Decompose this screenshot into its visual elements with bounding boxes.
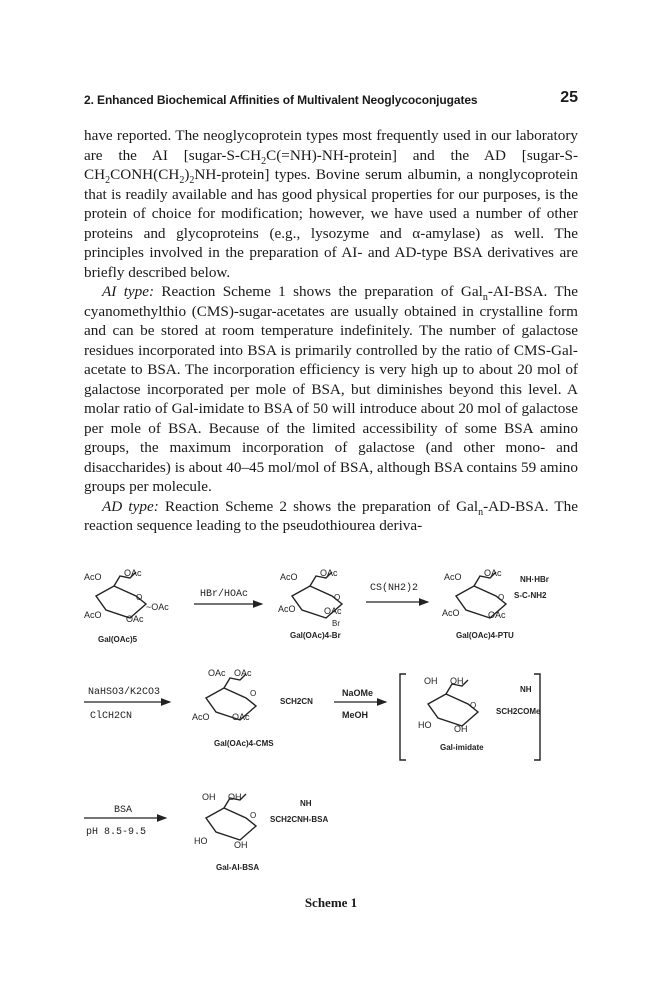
svg-text:AcO: AcO [280, 572, 298, 582]
body-text [84, 126, 578, 536]
label-gal-oac5: Gal(OAc)5 [98, 635, 138, 644]
svg-text:O: O [498, 593, 505, 602]
svg-text:O: O [250, 689, 257, 698]
svg-text:OAc: OAc [234, 668, 252, 678]
svg-text:NH: NH [520, 685, 532, 694]
compound-gal-oac4-br [278, 568, 342, 640]
svg-text:O: O [334, 593, 341, 602]
arrow-1 [194, 588, 262, 604]
svg-text:OH: OH [228, 792, 242, 802]
svg-text:CS(NH2)2: CS(NH2)2 [370, 583, 419, 594]
label-gal-ai-bsa: Gal-AI-BSA [216, 863, 260, 872]
svg-text:OH: OH [234, 840, 248, 850]
arrow-4 [334, 688, 386, 720]
arrow-2 [366, 582, 428, 602]
svg-text:AcO: AcO [278, 604, 296, 614]
svg-text:OAc: OAc [232, 712, 250, 722]
svg-text:OAc: OAc [484, 568, 502, 578]
svg-text:OH: OH [424, 676, 438, 686]
svg-text:NaOMe: NaOMe [342, 688, 374, 698]
label-gal-oac4-br: Gal(OAc)4-Br [290, 631, 341, 640]
reaction-scheme [84, 560, 578, 905]
label-gal-imidate: Gal-imidate [440, 743, 484, 752]
svg-text:AcO: AcO [442, 608, 460, 618]
svg-text:ClCH2CN: ClCH2CN [90, 711, 133, 722]
label-gal-oac4-ptu: Gal(OAc)4-PTU [456, 631, 514, 640]
bracket-gal-imidate [400, 674, 541, 760]
chapter-title: 2. Enhanced Biochemical Affinities of Multivalent Neoglycoconjugates [84, 93, 478, 107]
svg-text:SCH2CNH-BSA: SCH2CNH-BSA [270, 815, 329, 824]
svg-text:OAc: OAc [320, 568, 338, 578]
scheme-diagram [84, 560, 578, 905]
svg-text:SCH2COMe: SCH2COMe [496, 707, 541, 716]
svg-text:NH·HBr: NH·HBr [520, 575, 549, 584]
svg-text:OAc: OAc [208, 668, 226, 678]
svg-text:NaHSO3/K2CO3: NaHSO3/K2CO3 [88, 687, 161, 698]
svg-text:pH 8.5-9.5: pH 8.5-9.5 [86, 827, 147, 838]
running-header [84, 89, 578, 111]
paragraph-3: AD type: Reaction Scheme 2 shows the preparation of Gal$_n$-AD-BSA. The reaction sequence leading to the pseudothiourea deriva- [84, 497, 578, 534]
svg-text:AcO: AcO [192, 712, 210, 722]
svg-text:OAc: OAc [124, 568, 142, 578]
svg-text:O: O [470, 701, 477, 710]
svg-text:AcO: AcO [84, 610, 102, 620]
svg-text:OAc: OAc [488, 610, 506, 620]
ad-type-label: AD type: [102, 497, 159, 515]
svg-text:S-C-NH2: S-C-NH2 [514, 591, 547, 600]
svg-text:HO: HO [418, 720, 432, 730]
paragraph-2: AI type: Reaction Scheme 1 shows the preparation of Gal$_n$-AI-BSA. The cyanomethylthio (CMS)-sugar-acetates are usually obtained in crystalline form and can be stored at room temperature indefinitely. The number of galactose residues incorporated into BSA is primarily controlled by the ratio of CMS-Gal-acetate to BSA. The incorporation efficiency is very high up to about 20 mol of galactose incorporated per mole of BSA, but diminishes beyond this level. A molar ratio of Gal-imidate to BSA of 50 will introduce about 20 mol of galactose per mole of BSA. Because of the limited accessibility of some BSA amino groups, the maximum incorporation of galactose (and other mono- and disaccharides) is about 40–45 mol/mol of BSA, although BSA contains 59 amino groups per molecule. [84, 283, 578, 495]
svg-text:~OAc: ~OAc [146, 602, 169, 612]
arrow-3 [84, 686, 170, 722]
compound-gal-oac4-ptu [442, 568, 549, 640]
svg-text:SCH2CN: SCH2CN [280, 697, 313, 706]
compound-gal-oac4-cms [192, 668, 313, 748]
svg-text:MeOH: MeOH [342, 710, 369, 720]
svg-text:O: O [136, 593, 143, 602]
svg-text:HO: HO [194, 836, 208, 846]
arrow-5 [84, 805, 166, 838]
scheme-caption: Scheme 1 [304, 895, 358, 910]
compound-gal-oac5 [84, 568, 169, 644]
svg-text:Br: Br [332, 619, 340, 628]
page-number: 25 [560, 89, 578, 106]
svg-text:NH: NH [300, 799, 312, 808]
compound-gal-ai-bsa [194, 792, 328, 872]
label-gal-oac4-cms: Gal(OAc)4-CMS [214, 739, 274, 748]
svg-text:OH: OH [450, 676, 464, 686]
svg-text:AcO: AcO [444, 572, 462, 582]
paragraph-1: have reported. The neoglycoprotein types most frequently used in our laboratory are the AI $[sugar-S-CH_2C(=NH)-NH-protein]$ and the AD $[sugar-S-CH_2CONH(CH_2)_2NH-protein]$ types. Bovine serum albumin, a nonglycoprotein that is readily available and has good physical properties for our purposes, is the protein of choice for modification; however, we have used a number of other proteins and glycoproteins (e.g., lysozyme and α-amylase) as well. The principles involved in the preparation of AI- and AD-type BSA derivatives are briefly described below. [84, 127, 579, 281]
svg-text:OH: OH [202, 792, 216, 802]
svg-text:AcO: AcO [84, 572, 102, 582]
svg-text:OAc: OAc [324, 606, 342, 616]
ai-type-label: AI type: [102, 283, 155, 300]
svg-text:OAc: OAc [126, 614, 144, 624]
svg-text:BSA: BSA [114, 805, 133, 816]
svg-text:O: O [250, 811, 257, 820]
svg-text:HBr/HOAc: HBr/HOAc [200, 589, 249, 600]
svg-text:OH: OH [454, 724, 468, 734]
